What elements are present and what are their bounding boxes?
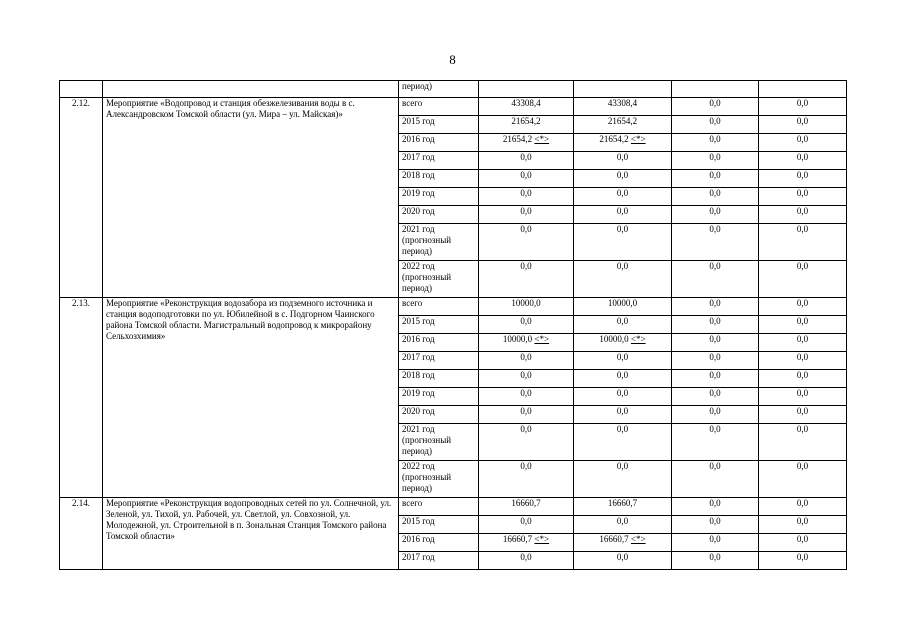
- value-text: 0,0: [709, 370, 721, 380]
- table-row: [60, 498, 847, 516]
- year-cell: 2022 год (прогнозный период): [399, 261, 479, 298]
- value-cell: [479, 352, 574, 370]
- value-cell: [479, 170, 574, 188]
- value-cell: [574, 116, 672, 134]
- value-cell: [479, 424, 574, 461]
- value-text: 0,0: [520, 406, 532, 416]
- value-text: 0,0: [709, 298, 721, 308]
- value-cell: [479, 134, 574, 152]
- value-cell: [759, 516, 847, 534]
- value-cell: [479, 98, 574, 116]
- value-cell: [479, 261, 574, 298]
- value-cell: [479, 516, 574, 534]
- value-text: 0,0: [616, 352, 629, 362]
- value-cell: [574, 370, 672, 388]
- value-cell: [574, 352, 672, 370]
- section-number: 2.12.: [60, 98, 103, 298]
- value-text: 0,0: [796, 406, 809, 416]
- value-text: 0,0: [796, 188, 809, 198]
- value-text: 0,0: [616, 552, 629, 562]
- value-text: 0,0: [709, 534, 721, 544]
- value-cell: [479, 224, 574, 261]
- footnote-link[interactable]: <*>: [534, 334, 550, 344]
- value-cell: [479, 552, 574, 570]
- financing-table: [59, 80, 847, 570]
- value-text: 0,0: [796, 516, 809, 526]
- value-cell: [672, 424, 759, 461]
- year-cell: 2015 год: [399, 516, 479, 534]
- value-cell: [574, 424, 672, 461]
- value-text: 0,0: [709, 552, 721, 562]
- value-text: 0,0: [616, 406, 629, 416]
- value-text: 0,0: [709, 352, 721, 362]
- value-text: 0,0: [796, 224, 809, 234]
- value-text: 0,0: [709, 498, 721, 508]
- value-cell: [479, 370, 574, 388]
- value-cell: [479, 152, 574, 170]
- table-row: [60, 298, 847, 316]
- value-cell: [672, 188, 759, 206]
- value-text: 0,0: [520, 261, 532, 271]
- section-title: Мероприятие «Водопровод и станция обезжелезивания воды в с. Александровском Томской области (ул. Мира – ул. Майская)»: [103, 98, 399, 298]
- year-cell: 2018 год: [399, 370, 479, 388]
- value-cell: [574, 170, 672, 188]
- value-text: 21654,2: [599, 134, 629, 144]
- value-cell: [574, 224, 672, 261]
- value-cell: [759, 388, 847, 406]
- value-text: 21654,2: [502, 134, 533, 144]
- value-text: 0,0: [709, 206, 721, 216]
- year-cell: 2020 год: [399, 206, 479, 224]
- value-text: 0,0: [520, 352, 532, 362]
- value-text: 0,0: [796, 461, 809, 471]
- value-text: 0,0: [520, 170, 532, 180]
- value-text: 0,0: [616, 188, 629, 198]
- value-text: 43308,4: [511, 98, 541, 108]
- value-cell: [574, 298, 672, 316]
- value-text: 0,0: [520, 152, 532, 162]
- value-text: 21654,2: [607, 116, 638, 126]
- value-text: 0,0: [709, 170, 721, 180]
- value-cell: [574, 261, 672, 298]
- value-cell: [672, 316, 759, 334]
- footnote-link[interactable]: <*>: [534, 134, 550, 144]
- value-text: 0,0: [796, 498, 809, 508]
- value-text: 0,0: [796, 206, 809, 216]
- footnote-link[interactable]: <*>: [630, 134, 646, 144]
- value-text: 0,0: [796, 152, 809, 162]
- value-cell: [574, 552, 672, 570]
- value-text: 0,0: [616, 461, 629, 471]
- section-number: 2.13.: [60, 298, 103, 498]
- value-cell: [759, 224, 847, 261]
- value-text: 0,0: [709, 406, 721, 416]
- value-cell: [574, 316, 672, 334]
- value-cell: [672, 134, 759, 152]
- footnote-link[interactable]: <*>: [630, 534, 646, 544]
- value-cell: [759, 261, 847, 298]
- value-cell: [759, 81, 847, 98]
- value-cell: [479, 461, 574, 498]
- year-cell: 2016 год: [399, 534, 479, 552]
- value-cell: [574, 206, 672, 224]
- value-text: 0,0: [709, 334, 721, 344]
- value-text: 0,0: [709, 152, 721, 162]
- value-cell: [672, 152, 759, 170]
- value-cell: [759, 170, 847, 188]
- value-cell: [672, 81, 759, 98]
- value-text: 0,0: [520, 206, 532, 216]
- value-cell: [672, 461, 759, 498]
- value-cell: [479, 388, 574, 406]
- value-text: 0,0: [796, 388, 809, 398]
- value-cell: [672, 534, 759, 552]
- value-text: 0,0: [709, 316, 721, 326]
- value-cell: [759, 406, 847, 424]
- value-cell: [759, 352, 847, 370]
- value-text: 0,0: [520, 370, 532, 380]
- value-cell: [759, 424, 847, 461]
- value-text: 0,0: [616, 261, 629, 271]
- value-cell: [574, 334, 672, 352]
- value-text: 0,0: [520, 461, 532, 471]
- value-cell: [479, 316, 574, 334]
- value-cell: [759, 552, 847, 570]
- year-cell: 2016 год: [399, 134, 479, 152]
- year-cell: 2017 год: [399, 552, 479, 570]
- value-text: 0,0: [709, 461, 721, 471]
- value-text: 0,0: [796, 534, 809, 544]
- table-row: [60, 98, 847, 116]
- value-cell: [479, 81, 574, 98]
- value-cell: [759, 461, 847, 498]
- value-cell: [574, 516, 672, 534]
- value-text: 0,0: [616, 388, 629, 398]
- value-cell: [759, 498, 847, 516]
- value-cell: [479, 406, 574, 424]
- value-cell: [759, 370, 847, 388]
- value-text: 10000,0: [502, 334, 533, 344]
- value-text: 0,0: [796, 552, 809, 562]
- value-text: 0,0: [616, 516, 629, 526]
- value-text: 16660,7: [511, 498, 541, 508]
- year-cell: 2015 год: [399, 316, 479, 334]
- value-text: 0,0: [796, 261, 809, 271]
- value-cell: [672, 170, 759, 188]
- value-cell: [479, 498, 574, 516]
- value-text: 0,0: [709, 116, 721, 126]
- value-text: 0,0: [796, 134, 809, 144]
- value-text: 0,0: [709, 388, 721, 398]
- value-text: 0,0: [796, 334, 809, 344]
- value-text: 10000,0: [607, 298, 638, 308]
- year-cell: 2022 год (прогнозный период): [399, 461, 479, 498]
- value-cell: [574, 152, 672, 170]
- value-cell: [672, 206, 759, 224]
- value-text: 0,0: [796, 316, 809, 326]
- value-cell: [672, 261, 759, 298]
- value-cell: [574, 406, 672, 424]
- value-cell: [672, 352, 759, 370]
- value-text: 0,0: [796, 98, 809, 108]
- value-text: 0,0: [796, 116, 809, 126]
- table-row: [60, 81, 847, 98]
- value-cell: [574, 388, 672, 406]
- value-text: 0,0: [616, 316, 629, 326]
- value-cell: [759, 188, 847, 206]
- value-cell: [574, 498, 672, 516]
- value-cell: [672, 498, 759, 516]
- value-cell: [759, 98, 847, 116]
- value-cell: [672, 516, 759, 534]
- year-cell: 2019 год: [399, 388, 479, 406]
- value-text: 0,0: [520, 224, 532, 234]
- value-cell: [759, 134, 847, 152]
- value-cell: [759, 316, 847, 334]
- value-text: 0,0: [796, 424, 809, 434]
- value-text: 43308,4: [607, 98, 638, 108]
- value-cell: [574, 81, 672, 98]
- value-text: 0,0: [616, 206, 629, 216]
- value-text: 0,0: [709, 224, 721, 234]
- value-cell: [672, 334, 759, 352]
- section-number: 2.14.: [60, 498, 103, 570]
- footnote-link[interactable]: <*>: [534, 534, 550, 544]
- year-cell: 2017 год: [399, 352, 479, 370]
- value-text: 0,0: [796, 170, 809, 180]
- value-text: 0,0: [616, 224, 629, 234]
- value-cell: [672, 224, 759, 261]
- value-cell: [574, 188, 672, 206]
- value-cell: [672, 552, 759, 570]
- value-text: 0,0: [796, 352, 809, 362]
- footnote-link[interactable]: <*>: [630, 334, 646, 344]
- value-text: 0,0: [709, 261, 721, 271]
- year-cell: 2020 год: [399, 406, 479, 424]
- value-text: 16660,7: [599, 534, 629, 544]
- year-cell: 2017 год: [399, 152, 479, 170]
- value-cell: [574, 98, 672, 116]
- value-text: 0,0: [616, 424, 629, 434]
- value-cell: [672, 370, 759, 388]
- value-text: 16660,7: [502, 534, 533, 544]
- value-text: 0,0: [616, 370, 629, 380]
- year-cell: 2016 год: [399, 334, 479, 352]
- value-text: 0,0: [709, 134, 721, 144]
- value-cell: [759, 334, 847, 352]
- value-cell: [759, 206, 847, 224]
- value-text: 0,0: [709, 98, 721, 108]
- year-cell: 2021 год (прогнозный период): [399, 224, 479, 261]
- year-cell: 2021 год (прогнозный период): [399, 424, 479, 461]
- value-text: 0,0: [520, 552, 532, 562]
- year-cell: 2019 год: [399, 188, 479, 206]
- year-cell: 2018 год: [399, 170, 479, 188]
- table-body: [60, 81, 847, 570]
- value-text: 0,0: [520, 316, 532, 326]
- section-title: Мероприятие «Реконструкция водопроводных сетей по ул. Солнечной, ул. Зеленой, ул. Тихой, ул. Рабочей, ул. Светлой, ул. Совхозной, ул. Молодежной, ул. Строительной в п. Зональная Станция Томского района Томской области»: [103, 498, 399, 570]
- value-text: 0,0: [520, 188, 532, 198]
- value-cell: [479, 334, 574, 352]
- value-text: 0,0: [709, 516, 721, 526]
- title-cell: [103, 81, 399, 98]
- value-cell: [759, 534, 847, 552]
- value-cell: [759, 116, 847, 134]
- year-cell: 2015 год: [399, 116, 479, 134]
- value-cell: [574, 534, 672, 552]
- year-cell: всего: [399, 98, 479, 116]
- value-text: 0,0: [709, 424, 721, 434]
- section-title: Мероприятие «Реконструкция водозабора из подземного источника и станция водоподготовки по ул. Юбилейной в с. Подгорном Чаинского района Томской области. Магистральный водопровод к микрорайону Сельхозхимия»: [103, 298, 399, 498]
- value-cell: [759, 298, 847, 316]
- value-cell: [479, 188, 574, 206]
- value-cell: [479, 298, 574, 316]
- value-cell: [759, 152, 847, 170]
- year-cell: всего: [399, 498, 479, 516]
- value-text: 10000,0: [599, 334, 629, 344]
- value-cell: [672, 406, 759, 424]
- value-cell: [479, 534, 574, 552]
- value-text: 0,0: [709, 188, 721, 198]
- year-cell: всего: [399, 298, 479, 316]
- value-cell: [574, 461, 672, 498]
- value-text: 10000,0: [511, 298, 541, 308]
- value-text: 0,0: [520, 516, 532, 526]
- value-cell: [672, 98, 759, 116]
- value-text: 21654,2: [511, 116, 541, 126]
- value-text: 0,0: [520, 388, 532, 398]
- value-text: 0,0: [616, 152, 629, 162]
- value-text: 0,0: [796, 370, 809, 380]
- value-text: 0,0: [616, 170, 629, 180]
- value-cell: [672, 388, 759, 406]
- value-text: 0,0: [796, 298, 809, 308]
- value-cell: [672, 116, 759, 134]
- value-cell: [672, 298, 759, 316]
- value-cell: [574, 134, 672, 152]
- year-cell: период): [399, 81, 479, 98]
- value-cell: [479, 206, 574, 224]
- value-text: 0,0: [520, 424, 532, 434]
- value-text: 16660,7: [607, 498, 638, 508]
- page-number: 8: [449, 52, 456, 67]
- value-cell: [479, 116, 574, 134]
- num-cell: [60, 81, 103, 98]
